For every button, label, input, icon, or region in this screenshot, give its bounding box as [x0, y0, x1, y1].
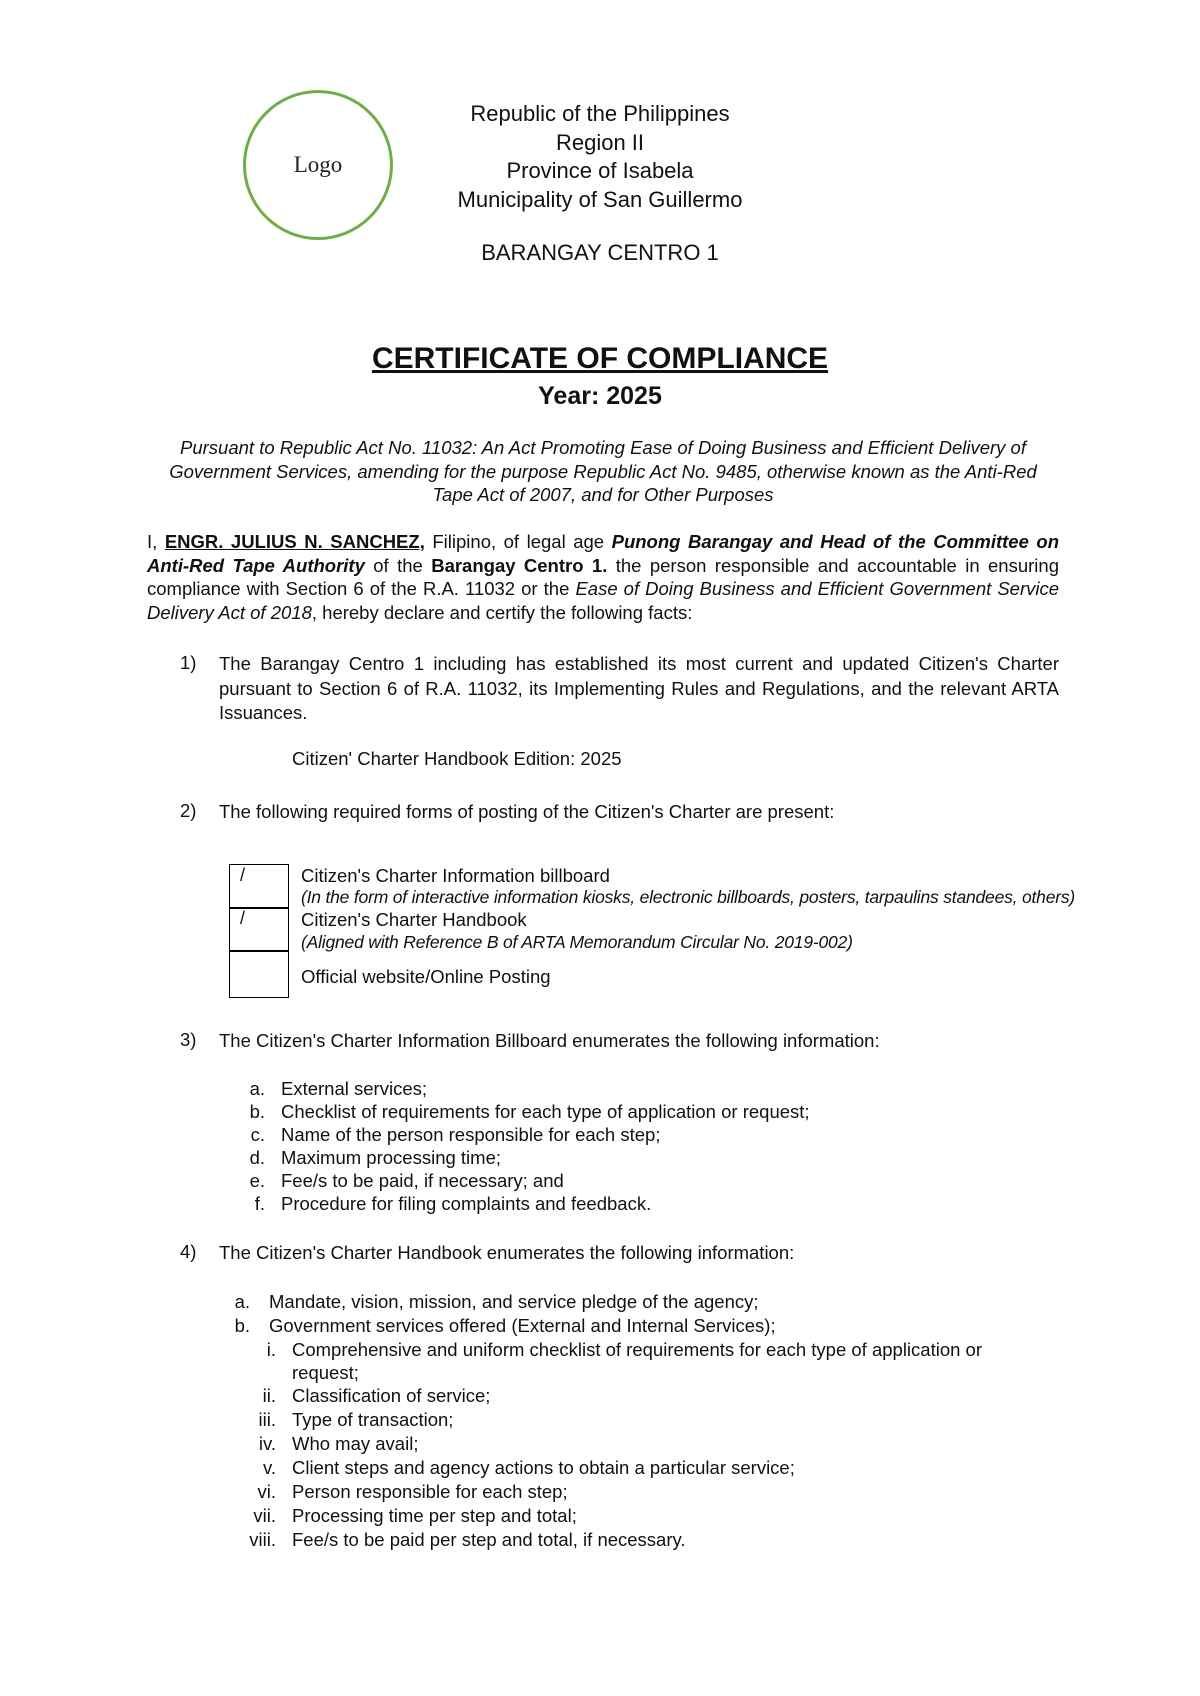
pursuant-clause: Pursuant to Republic Act No. 11032: An Act Promoting Ease of Doing Business and Efficient Delivery of Government Services, amending for the purpose Republic Act No. 9485, otherwise known as the Anti-Red Tape Act of 2007, and for Other Purposes	[169, 437, 1037, 505]
intro-text-3: of the	[364, 554, 432, 576]
form-1-title: Citizen's Charter Information billboard	[301, 865, 610, 886]
header-barangay: BARANGAY CENTRO 1	[481, 240, 719, 265]
header-region: Region II	[555, 129, 645, 155]
list-item: b. Checklist of requirements for each type of application or request;	[249, 1101, 810, 1122]
header-republic: Republic of the Philippines	[470, 101, 730, 126]
item-4-number: 4)	[180, 1241, 197, 1262]
list-item: f. Procedure for filing complaints and feedback.	[254, 1193, 652, 1214]
logo-placeholder	[243, 90, 393, 240]
letterhead	[400, 100, 800, 214]
list-item: vii. Processing time per step and total;	[253, 1505, 577, 1526]
declarant-office: Barangay Centro 1.	[431, 554, 608, 576]
form-3-checkbox	[229, 950, 289, 998]
form-2-mark: /	[240, 908, 246, 928]
list-item: ii. Classification of service;	[262, 1385, 491, 1406]
list-item: a. External services;	[249, 1078, 427, 1099]
document-year: Year: 2025	[538, 382, 662, 410]
list-item: b. Government services offered (External and Internal Services);	[234, 1315, 776, 1336]
item-2-number: 2)	[180, 800, 197, 821]
declaration-paragraph	[147, 530, 1059, 624]
list-item: i. Comprehensive and uniform checklist of requirements for each type of application or	[266, 1339, 982, 1360]
list-item: v. Client steps and agency actions to obtain a particular service;	[262, 1457, 795, 1478]
form-1-note: (In the form of interactive information kiosks, electronic billboards, posters, tarpaulins standees, others)	[301, 887, 1076, 907]
form-2-title: Citizen's Charter Handbook	[301, 909, 527, 930]
list-item: c. Name of the person responsible for each step;	[250, 1124, 661, 1145]
form-1-checkbox	[229, 864, 289, 909]
intro-text-2: Filipino, of legal age	[424, 531, 612, 552]
list-item: viii. Fee/s to be paid per step and total, if necessary.	[249, 1529, 686, 1550]
form-3-title: Official website/Online Posting	[301, 966, 551, 987]
item-2-text: The following required forms of posting of the Citizen's Charter are present:	[219, 801, 835, 822]
form-1-mark: /	[240, 865, 246, 885]
item-1-number: 1)	[180, 652, 197, 673]
item-3-number: 3)	[180, 1029, 197, 1050]
declarant-position: Punong Barangay and Head of the Committee on Anti-Red Tape Authority	[147, 531, 1059, 576]
document-title: CERTIFICATE OF COMPLIANCE	[371, 342, 829, 375]
list-item: e. Fee/s to be paid, if necessary; and	[249, 1170, 564, 1191]
intro-text-5: , hereby declare and certify the following facts:	[311, 601, 693, 623]
act-title: Ease of Doing Business and Efficient Government Service Delivery Act of 2018	[147, 578, 1060, 623]
item-3-text: The Citizen's Charter Information Billboard enumerates the following information:	[219, 1030, 880, 1051]
list-item: vi. Person responsible for each step;	[257, 1481, 568, 1502]
item-1-text: The Barangay Centro 1 including has established its most current and updated Citizen's Charter pursuant to Section 6 of R.A. 11032, its Implementing Rules and Regulations, and the relevant ARTA Issuances.	[219, 653, 1059, 723]
form-2-checkbox	[229, 907, 289, 952]
form-2-note: (Aligned with Reference B of ARTA Memorandum Circular No. 2019-002)	[301, 932, 853, 952]
item-4-text: The Citizen's Charter Handbook enumerates the following information:	[219, 1242, 795, 1263]
declarant-name: ENGR. JULIUS N. SANCHEZ,	[164, 531, 425, 552]
intro-text-4: the person responsible and accountable in ensuring compliance with Section 6 of the R.A. 11032 or the	[147, 554, 1059, 599]
intro-text-1: I,	[147, 531, 165, 552]
header-municipality: Municipality of San Guillermo	[457, 186, 743, 212]
list-item-continuation: request;	[292, 1362, 359, 1383]
list-item: a. Mandate, vision, mission, and service pledge of the agency;	[234, 1291, 759, 1312]
list-item: d. Maximum processing time;	[249, 1147, 502, 1168]
list-item: iv. Who may avail;	[258, 1433, 419, 1454]
logo-label: Logo	[293, 152, 343, 177]
list-item: iii. Type of transaction;	[258, 1409, 454, 1430]
handbook-edition: Citizen' Charter Handbook Edition: 2025	[292, 748, 622, 769]
header-province: Province of Isabela	[506, 158, 694, 183]
